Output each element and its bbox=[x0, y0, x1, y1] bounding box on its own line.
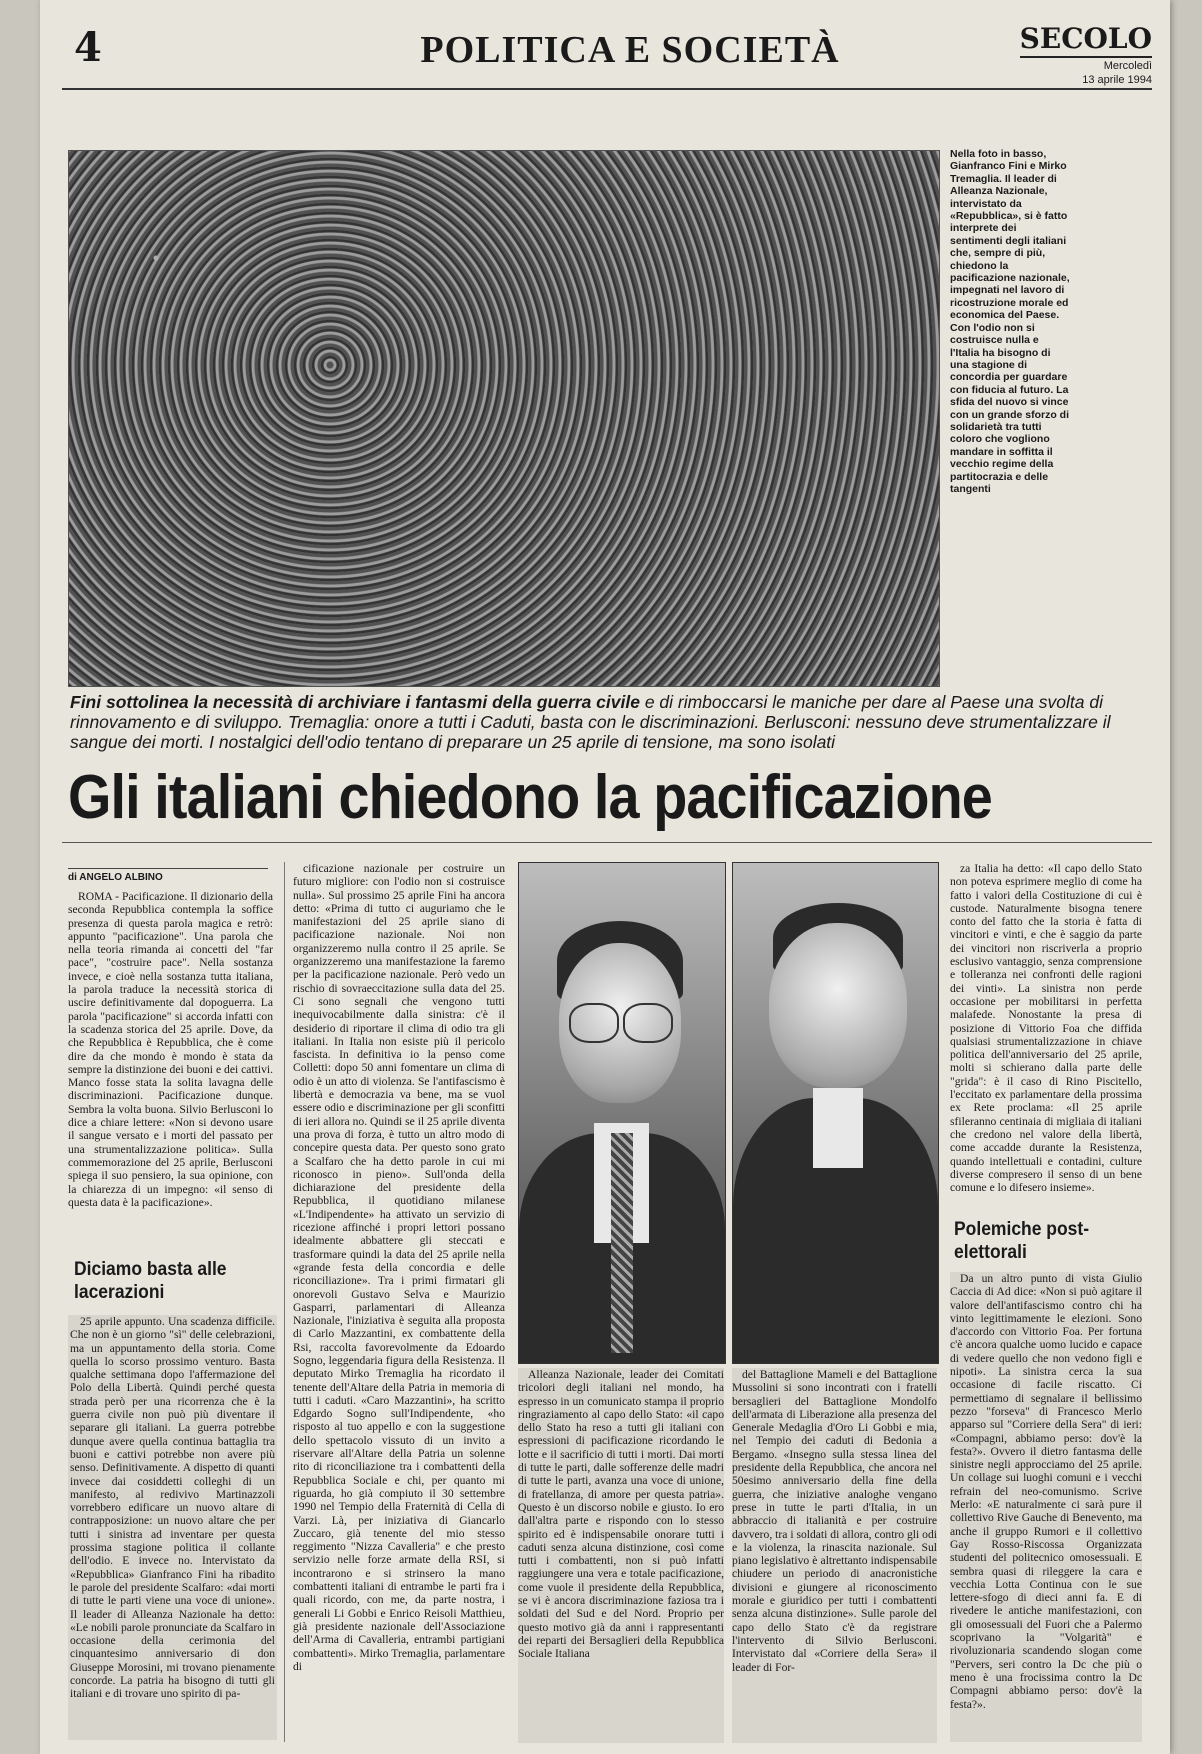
column-1-box bbox=[68, 1315, 277, 1740]
section-title: POLITICA E SOCIETÀ bbox=[420, 29, 840, 71]
column-4 bbox=[732, 1368, 937, 1743]
column-2-text: cificazione nazionale per costruire un futuro migliore: con l'odio non si costruisce nulla». Sul prossimo 25 aprile Fini ha ancora detto: «Prima di tutto ci auguriamo che le manifestazioni del 25 aprile siano di pacificazione nazionale. Noi non organizzeremo nulla contro il 25 aprile. Se organizzeremo una manifestazione la faremo per la pacificazione nazionale. Però vedo un rischio di sovraeccitazione sulla data del 25. Ci sono segnali che vengono tutti inequivocabilmente dalla sinistra: c'è il desiderio di riportare il clima di odio tra gli italiani. In Italia non esiste più il pericolo fascista. In definitiva io la penso come Colletti: dopo 50 anni fomentare un clima di odio è un atto di violenza. Se l'antifascismo è libertà e democrazia va bene, ma se vuol essere odio e discriminazione per gli sconfitti di ieri allora no. Quindi se il 25 aprile diventa una prova di forza, è tutto un altro modo di concepire questa data. Per questo sono grato a Scalfaro che ha detto parole in cui mi riconosco in pieno». Sull'onda della dichiarazione del presidente della Repubblica, il quotidiano milanese «L'Indipendente» ha attivato un servizio di ricezione affinché i propri lettori possano idealmente abbattere gli steccati e trasformare quindi la data del 25 aprile nella «grande festa della concordia e delle riconciliazione». Tra i primi firmatari gli onorevoli Gustavo Selva e Maurizio Gasparri, parlamentari di Alleanza Nazionale, l'iniziativa è seguita alla proposta di Carlo Mazzantini, ex combattente della Rsi, raccolta favorevolmente da Edoardo Sogno, leggendaria figura della Resistenza. Il deputato Mirko Tremaglia ha ricordato il tenente dell'Altare della Patria in memoria di tutti i caduti. «Caro Mazzantini», ha scritto Edgardo Sogno sull'Indipendente, «ho risposto al tuo appello e con la suggestione dello spettacolo vissuto di un invito a riservare all'Altare della Patria un solenne rito di riconciliazione tra i combattenti della Repubblica Sociale e chi, per quanto mi riguarda, ho già compiuto il 30 settembre 1990 nel Tempio della Fraternità di Cella di Varzi. Là, per iniziativa di Giancarlo Zuccaro, già tenente del mio stesso reggimento "Nizza Cavalleria" e che presto servizio nelle forze armate della RSI, si incontrarono e si strinsero la mano combattenti italiani di entrambe le parti fra i quali ricordo, con me, da parte nostra, i generali Li Gobbi e Enrico Reisoli Matthieu, già presidente nazionale dell'Associazione dell'Arma di Cavalleria, entrambi partigiani combattenti». Mirko Tremaglia, parlamentare di bbox=[293, 862, 505, 1673]
subheadline bbox=[70, 692, 1150, 752]
subheadline-rest: e di rimboccarsi le maniche per dare al Paese una svolta di rinnovamento e di sviluppo. Tremaglia: onore a tutti i Caduti, basta con le discriminazioni. Berlusconi: nessuno deve strumentalizzare il sangue dei morti. I nostalgici dell'odio tentano di preparare un 25 aprile di tensione, ma sono isolati bbox=[70, 692, 1111, 752]
byline: di ANGELO ALBINO bbox=[68, 868, 268, 883]
column-1-top bbox=[68, 890, 273, 1260]
crowd-photo bbox=[68, 150, 940, 687]
column-3 bbox=[518, 1368, 724, 1743]
glasses-left bbox=[569, 1003, 619, 1043]
column-3-text: Alleanza Nazionale, leader dei Comitati tricolori degli italiani nel mondo, ha espresso in un comunicato stampa il proprio ringraziamento al capo dello Stato: «il capo dello Stato ha reso a tutti gli italiani con espressioni di pacificazione ricordando le lotte e il sacrificio di tutti i morti. Dai morti di tutte le parti, dalle sofferenze delle madri di tutte le parti, avanza una voce di unione, di fratellanza, di amore per questa patria». Questo è un discorso nobile e giusto. Io ero dall'altra parte e rispondo con lo stesso spirito ed è indispensabile onorare tutti i caduti senza alcuna distinzione, così come tutti i combattenti, non si può infatti raggiungere una vera e totale pacificazione, come vuole il presidente della Repubblica, se vi è ancora discriminazione faziosa tra i soldati del Sud e del Nord. Proprio per questo motivo già da anni i rappresentanti dei reparti dei Bersaglieri della Repubblica Sociale Italiana bbox=[518, 1368, 724, 1661]
masthead-day: Mercoledì bbox=[1103, 60, 1152, 72]
column-5-top bbox=[950, 862, 1142, 1200]
box-title-polemiche: Polemiche post-elettorali bbox=[954, 1219, 1090, 1263]
column-5-text: za Italia ha detto: «Il capo dello Stato non poteva esprimere meglio di come ha fatto i valori della Costituzione di cui è custode. Naturalmente bisogna tenere conto del fatto che la storia è fatta di vincitori e vinti, e che è saggio da parte dei vincitori non riscriverla a proprio esclusivo vantaggio, senza comprensione e tolleranza nei confronti delle ragioni dei vinti». La sinistra non perde occasione per mobilitarsi in perfetta malafede. Nonostante la presa di posizione di Vittorio Foa che diffida qualsiasi strumentalizzazione in chiave politica dell'anniversario del 25 aprile, molti si schierano dalla parte delle "grida": è il caso di Rino Piscitello, l'eccitato ex parlamentare della prossima ex Rete proclama: «Il 25 aprile sfileranno centinaia di migliaia di italiani che credono nel valore della libertà, come accadde durante la Resistenza, quando intellettuali e contadini, culture diverse compresero il senso di un bene comune e lo difesero insieme». bbox=[950, 862, 1142, 1195]
headline-rule bbox=[62, 842, 1152, 843]
page-number: 4 bbox=[74, 24, 102, 71]
column-4-text: del Battaglione Mameli e del Battaglione Mussolini si sono incontrati con i fratelli bersaglieri del Battaglione Mondolfo dell'armata di Liberazione alla presenza del Generale Medaglia d'Oro Li Gobbi e mia, nel Tempio dei caduti di Bedonia a Bergamo. «Insegno sulla stessa linea del presidente della Repubblica, che ancora nel 50esimo anniversario della fine della guerra, che iniziative analoghe vengano prese in tutte le parti d'Italia, in un abbraccio di italianità e per costruire davvero, tra i soldati di allora, contro gli odi e la violenza, la rinascita nazionale. Sul piano legislativo è altrettanto indispensabile chiudere un periodo di anacronistiche divisioni e giungere al riconoscimento morale e giuridico per tutti i combattenti senza alcuna distinzione». Sulle parole del capo dello Stato c'è da registrare l'intervento di Silvio Berlusconi. Intervistato dal «Corriere della Sera» il leader di For- bbox=[732, 1368, 937, 1674]
box-title-lacerazioni: Diciamo basta alle lacerazioni bbox=[74, 1259, 227, 1303]
glasses-right bbox=[623, 1003, 673, 1043]
top-rule bbox=[62, 88, 1152, 90]
subheadline-bold: Fini sottolinea la necessità di archiviare i fantasmi della guerra civile bbox=[70, 692, 640, 712]
masthead-date: 13 aprile 1994 bbox=[1082, 74, 1152, 86]
column-5-box-text: Da un altro punto di vista Giulio Caccia di Ad dice: «Non si può agitare il valore dell'antifascismo contro chi ha vinto legittimamente le elezioni. Sono d'accordo con Vittorio Foa. Per fortuna c'è ancora qualche uomo lucido e capace di vedere quello che non vedono figli e nipoti». La sinistra cerca la sua occasione di facile riscatto. Ci permettiamo di segnalare il bellissimo pezzo "forseva" di Francesco Merlo apparso sul "Corriere della Sera" di ieri: «Compagni, abbiamo perso: dov'è la festa?». Ovvero il dietro fantasma delle sinistre negli approcciamo del 25 aprile. Un collage sui luoghi comuni e i vecchi refrain del neo-comunismo. Scrive Merlo: «E naturalmente ci sarà pure il collettivo Rive Gauche di Benevento, ma anche il gruppo Rumori e il collettivo Gay Rosso-Riscossa Organizzata studenti del politecnico omosessuali. E sembra quasi di rileggere la cara e vecchia Lotta Continua con le sue lettere-sfogo di dieci anni fa. E di rivedere le antiche manifestazioni, con gli omosessuali del Fuori che a Palermo scoprivano la "Volgarità" e rivoluzionaria scandendo slogan come "Pervers, seri contro la Dc che più o meno è una frocissima contro la Dc Compagni abbiamo perso: dov'è la festa?». bbox=[950, 1272, 1142, 1711]
column-1-box-text: 25 aprile appunto. Una scadenza difficile. Che non è un giorno "sì" delle celebrazioni, ma un appuntamento della storia. Come quella lo scorso prossimo venturo. Basta qualche settimana dopo l'affermazione del Polo della Libertà. Quindi perché questa strada però per una ricorrenza che è la guerra civile non può più diventare il separare gli italiani. La guerra potrebbe dunque avere quella continua battaglia tra buoni e cattivi potrebbe non avere più senso. Definitivamente. A dispetto di quanti invece dai cosiddetti colleghi di un manifesto, al redivivo Martinazzoli vorrebbero edificare un nuovo altare di contrapposizione: un nuovo altare che per tutti i sinistra ad inventare per questa prossima stagione politica il collante dell'odio. E invece no. Intervistato da «Repubblica» Gianfranco Fini ha ribadito le parole del presidente Scalfaro: «dai morti di tutte le parti viene una voce di unione». Il leader di Alleanza Nazionale ha detto: «Le nobili parole pronunciate da Scalfaro in occasione della cerimonia del cinquantesimo anniversario di don Giuseppe Morosini, mi trovano pienamente concorde. La patria ha bisogno di tutti gli italiani e di trovare uno spirito di pa- bbox=[70, 1315, 275, 1701]
photo-side-caption: Nella foto in basso, Gianfranco Fini e Mirko Tremaglia. Il leader di Alleanza Nazionale, intervistato da «Repubblica», si è fatto interprete dei sentimenti degli italiani che, sempre di più, chiedono la pacificazione nazionale, impegnati nel lavoro di ricostruzione morale ed economica del Paese. Con l'odio non si costruisce nulla e l'Italia ha bisogno di una stagione di concordia per guardare con fiducia al futuro. La sfida del nuovo si vince con un grande sforzo di solidarietà tra tutti coloro che vogliono mandare in soffitta il vecchio regime della partitocrazia e delle tangenti bbox=[950, 148, 1070, 495]
portrait-tremaglia bbox=[732, 862, 939, 1364]
column-1-text: ROMA - Pacificazione. Il dizionario della seconda Repubblica contempla la soffice presenza di questa parola magica e retrò: appunto "pacificazione". Una parola che nella teoria rimanda ai concetti del "far pace", "costruire pace". Nella sostanza invece, e cioè nella sostanza tutta italiana, la parola traduce la necessità storica di uscire definitivamente dal dopoguerra. La parola "pacificazione" si accorda infatti con la scadenza storica del 25 aprile. Dove, da che Repubblica è Repubblica, che è come dire da che mondo è mondo è stata da sempre la distinzione dei buoni e dei cattivi. Manco fosse stata la solita lavagna delle discriminazioni. Pacificazione dunque. Sembra la volta buona. Silvio Berlusconi lo dice a chiare lettere: «Non si devono usare il sangue versato e i morti del passato per una strumentalizzazione politica». Sulla commemorazione del 25 aprile, Berlusconi spiega il suo pensiero, la sua opinione, con la chiarezza di un impegno: «il senso di questa data è la pacificazione». bbox=[68, 890, 273, 1209]
column-divider bbox=[284, 862, 285, 1742]
newspaper-page bbox=[40, 0, 1170, 1754]
masthead bbox=[1020, 22, 1152, 86]
column-2 bbox=[293, 862, 505, 1742]
headline: Gli italiani chiedono la pacificazione bbox=[68, 763, 992, 832]
portrait-fini bbox=[518, 862, 726, 1364]
masthead-name: SECOLO bbox=[1020, 22, 1152, 58]
column-5-box bbox=[950, 1272, 1142, 1742]
